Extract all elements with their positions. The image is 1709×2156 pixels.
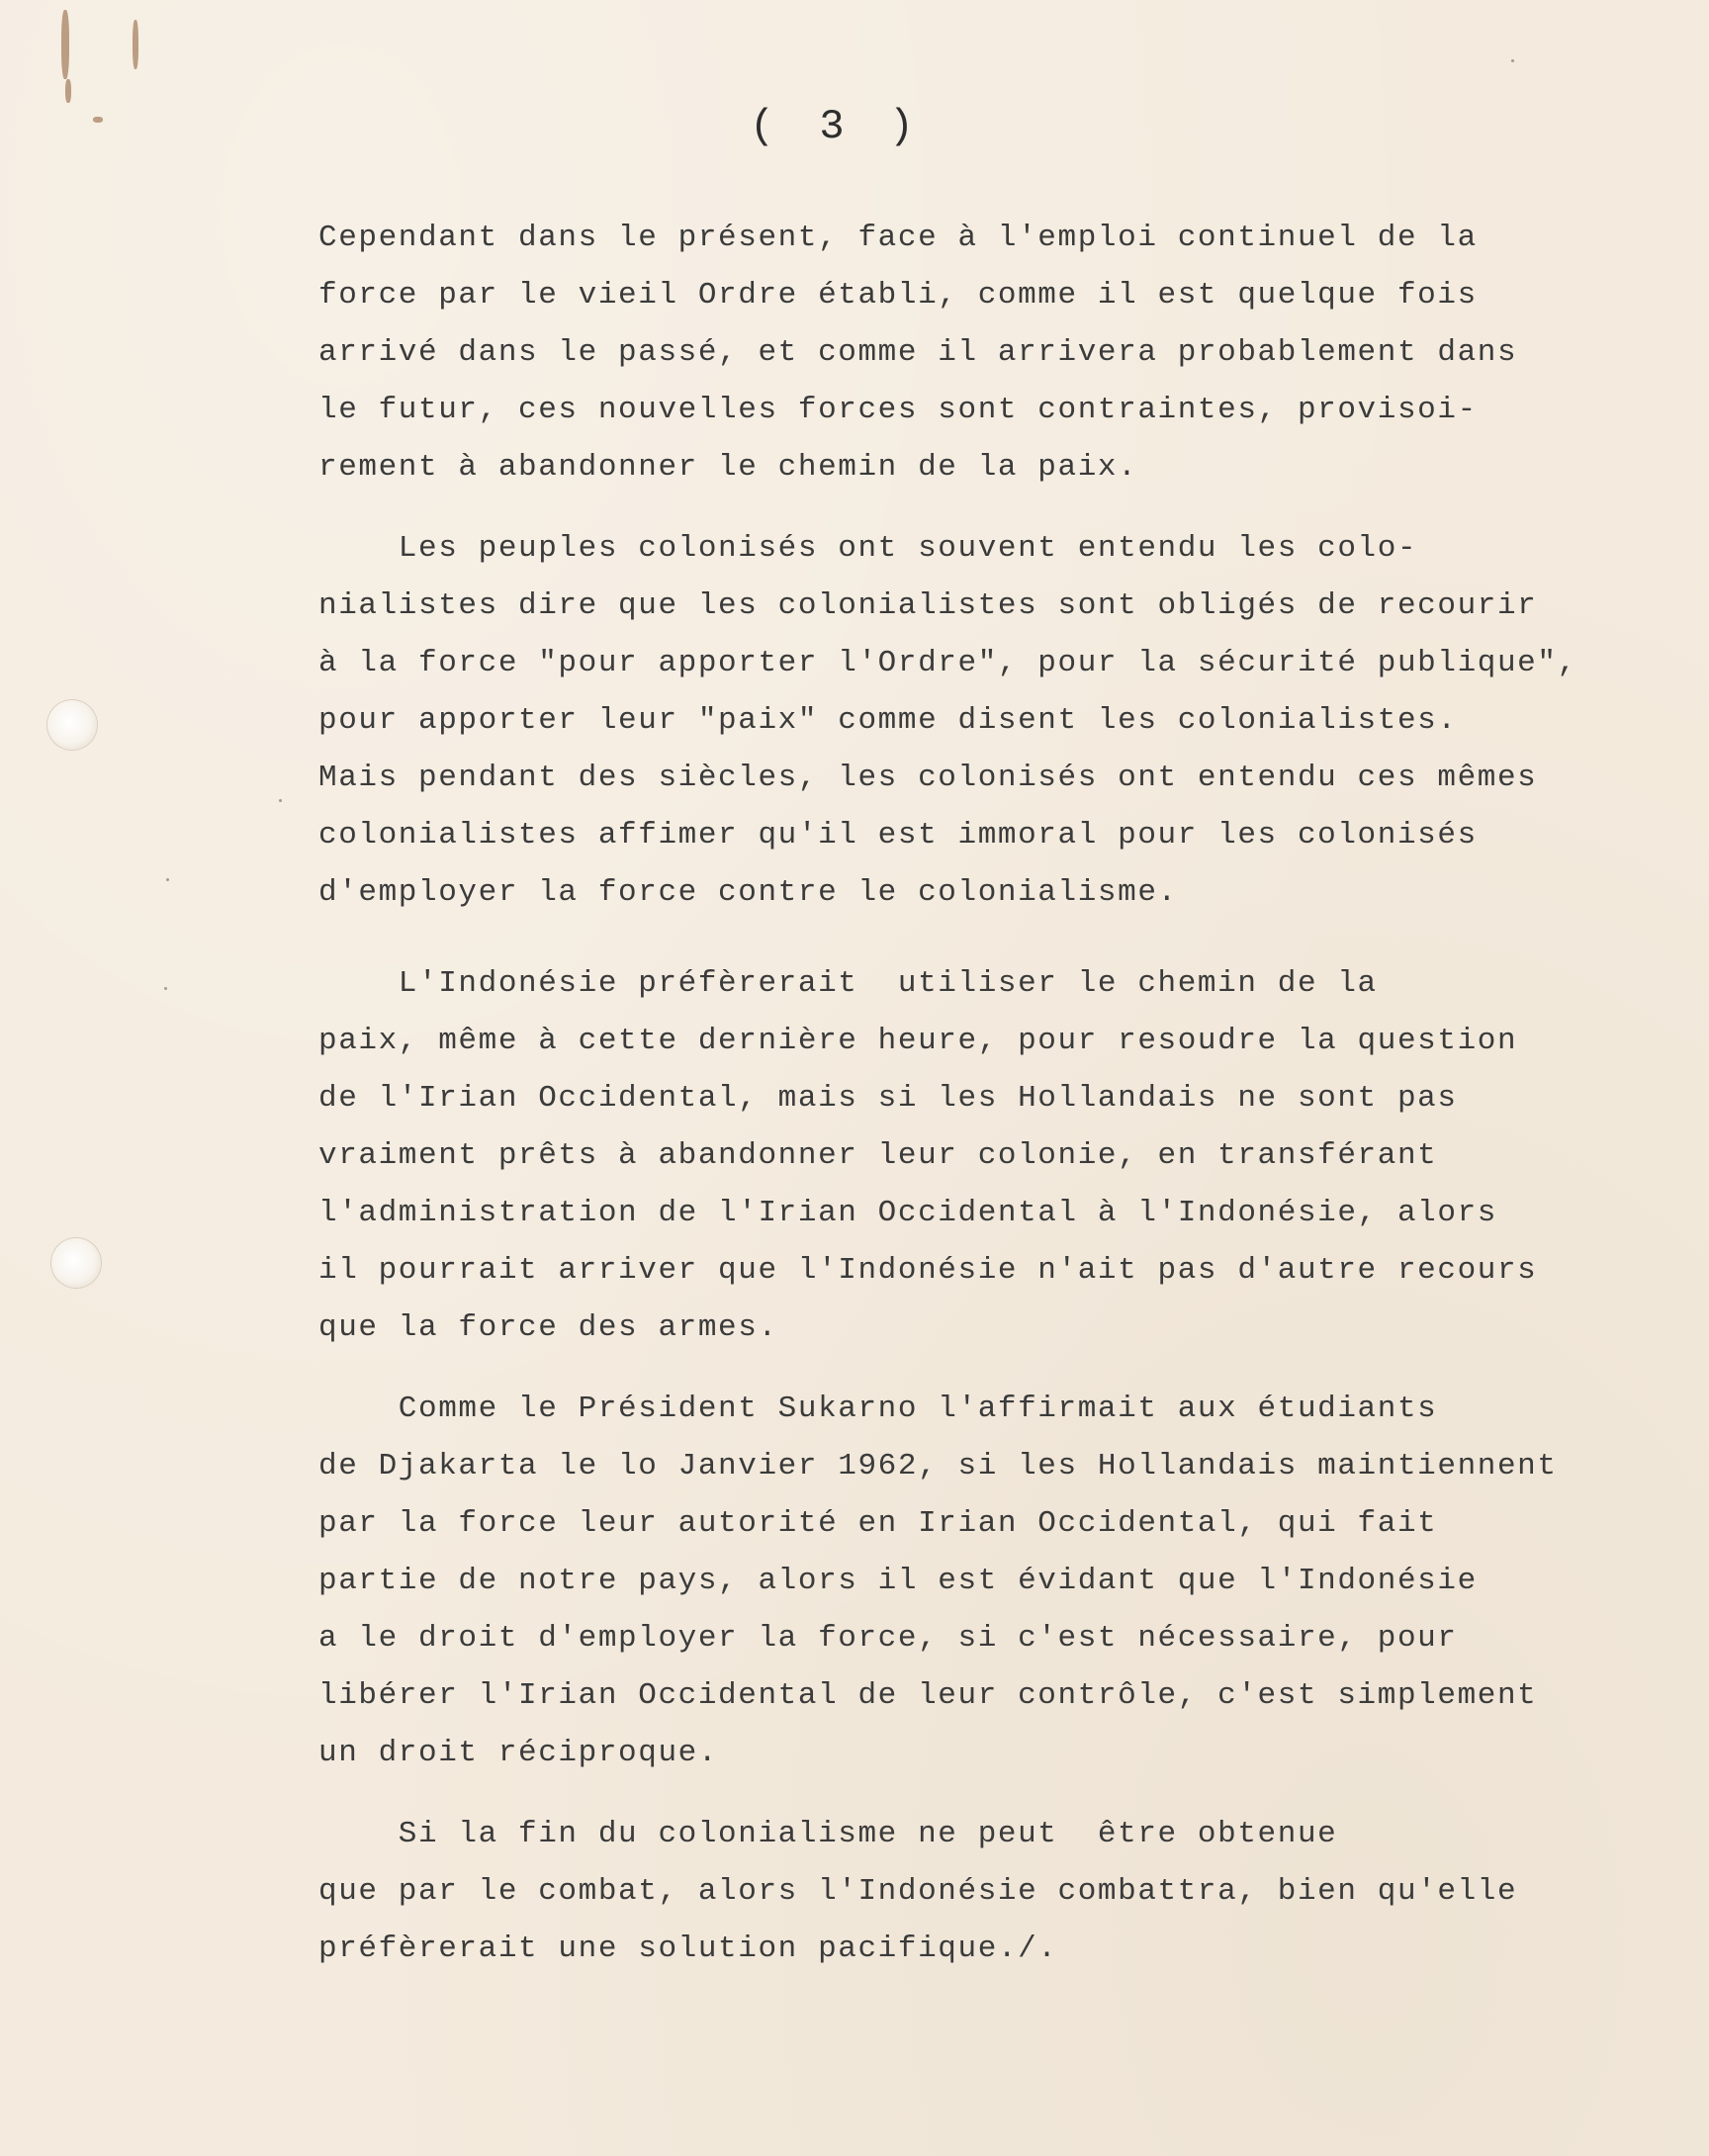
- text-line: colonialistes affimer qu'il est immoral pour les colonisés: [318, 818, 1478, 853]
- text-line: Les peuples colonisés ont souvent entendu les colo-: [318, 531, 1418, 566]
- ink-stain: [61, 10, 69, 79]
- text-line: un droit réciproque.: [318, 1736, 719, 1770]
- paragraph: [318, 955, 1604, 1357]
- paragraph: [318, 1381, 1604, 1782]
- text-line: par la force leur autorité en Irian Occidental, qui fait: [318, 1506, 1438, 1541]
- text-line: préfèrerait une solution pacifique./.: [318, 1931, 1058, 1966]
- paper-speck: [164, 987, 167, 990]
- text-line: Cependant dans le présent, face à l'emploi continuel de la: [318, 221, 1478, 255]
- text-line: le futur, ces nouvelles forces sont contraintes, provisoi-: [318, 393, 1478, 427]
- paper-speck: [166, 878, 169, 881]
- paragraph: [318, 210, 1604, 496]
- paragraph: [318, 1806, 1604, 1978]
- text-line: force par le vieil Ordre établi, comme il est quelque fois: [318, 278, 1478, 313]
- paragraph: [318, 520, 1604, 922]
- text-line: il pourrait arriver que l'Indonésie n'ait pas d'autre recours: [318, 1253, 1538, 1288]
- paper-speck: [279, 799, 282, 802]
- text-line: que par le combat, alors l'Indonésie combattra, bien qu'elle: [318, 1874, 1518, 1909]
- text-line: Comme le Président Sukarno l'affirmait aux étudiants: [318, 1392, 1438, 1426]
- paper-speck: [1511, 59, 1514, 62]
- text-line: nialistes dire que les colonialistes sont obligés de recourir: [318, 588, 1538, 623]
- text-line: partie de notre pays, alors il est évidant que l'Indonésie: [318, 1564, 1478, 1598]
- text-line: paix, même à cette dernière heure, pour resoudre la question: [318, 1024, 1518, 1058]
- punch-hole: [51, 1238, 101, 1288]
- text-line: arrivé dans le passé, et comme il arrivera probablement dans: [318, 335, 1518, 370]
- text-line: l'administration de l'Irian Occidental à l'Indonésie, alors: [318, 1196, 1497, 1230]
- ink-stain: [65, 79, 71, 103]
- text-line: de l'Irian Occidental, mais si les Hollandais ne sont pas: [318, 1081, 1458, 1116]
- text-line: d'employer la force contre le colonialisme.: [318, 875, 1178, 910]
- text-line: libérer l'Irian Occidental de leur contrôle, c'est simplement: [318, 1678, 1538, 1713]
- page-number: ( 3 ): [749, 103, 925, 150]
- text-line: pour apporter leur "paix" comme disent les colonialistes.: [318, 703, 1458, 738]
- text-line: de Djakarta le lo Janvier 1962, si les Hollandais maintiennent: [318, 1449, 1558, 1483]
- body-text: [318, 210, 1604, 1978]
- text-line: L'Indonésie préfèrerait utiliser le chemin de la: [318, 966, 1378, 1001]
- text-line: Mais pendant des siècles, les colonisés ont entendu ces mêmes: [318, 761, 1538, 795]
- punch-hole: [47, 700, 97, 750]
- text-line: vraiment prêts à abandonner leur colonie, en transférant: [318, 1138, 1438, 1173]
- text-line: a le droit d'employer la force, si c'est nécessaire, pour: [318, 1621, 1458, 1656]
- text-line: que la force des armes.: [318, 1310, 778, 1345]
- ink-stain: [133, 20, 138, 69]
- text-line: à la force "pour apporter l'Ordre", pour la sécurité publique",: [318, 646, 1577, 680]
- text-line: Si la fin du colonialisme ne peut être obtenue: [318, 1817, 1338, 1851]
- text-line: rement à abandonner le chemin de la paix.: [318, 450, 1138, 485]
